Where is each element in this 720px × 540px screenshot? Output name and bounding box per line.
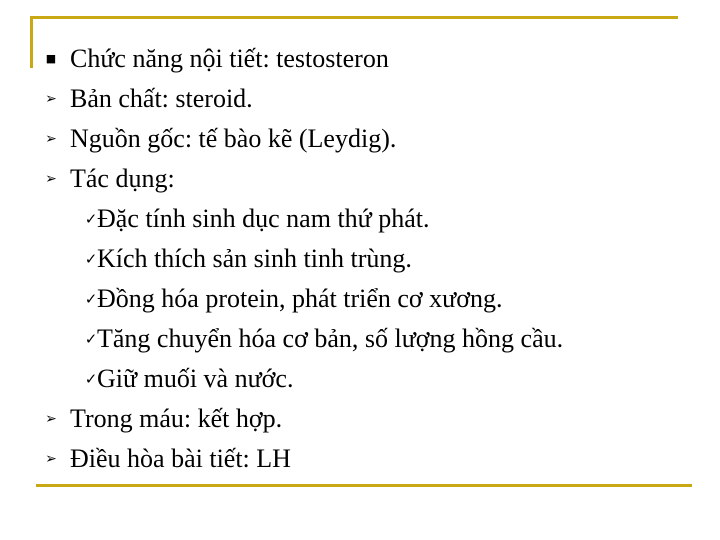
arrow-bullet-icon: ➢ bbox=[45, 171, 57, 187]
sub-list-item bbox=[40, 279, 700, 319]
square-bullet-icon: ■ bbox=[45, 52, 57, 65]
checkmark-bullet-icon: ✓ bbox=[84, 370, 98, 388]
list-item bbox=[40, 439, 700, 479]
arrow-bullet-icon: ➢ bbox=[45, 451, 57, 467]
frame-top-border bbox=[30, 16, 678, 19]
list-item-text: Nguồn gốc: tế bào kẽ (Leydig). bbox=[70, 124, 397, 153]
checkmark-bullet-icon: ✓ bbox=[84, 330, 98, 348]
arrow-bullet-icon: ➢ bbox=[45, 131, 57, 147]
sub-list-item-text: Đồng hóa protein, phát triển cơ xương. bbox=[97, 284, 503, 313]
sub-list-item bbox=[40, 199, 700, 239]
list-item-text: Điều hòa bài tiết: LH bbox=[70, 444, 291, 473]
list-item bbox=[40, 159, 700, 199]
bullet-list bbox=[40, 39, 700, 479]
frame-bottom-border bbox=[36, 484, 692, 487]
checkmark-bullet-icon: ✓ bbox=[84, 210, 98, 228]
sub-list-item-text: Kích thích sản sinh tinh trùng. bbox=[97, 244, 412, 273]
list-item bbox=[40, 79, 700, 119]
list-item bbox=[40, 119, 700, 159]
arrow-bullet-icon: ➢ bbox=[45, 411, 57, 427]
list-item bbox=[40, 39, 700, 79]
list-item-text: Bản chất: steroid. bbox=[70, 84, 253, 113]
sub-list-item bbox=[40, 239, 700, 279]
sub-list-item bbox=[40, 319, 700, 359]
sub-list-item-text: Giữ muối và nước. bbox=[97, 364, 294, 393]
sub-list-item bbox=[40, 359, 700, 399]
sub-list-item-text: Đặc tính sinh dục nam thứ phát. bbox=[97, 204, 430, 233]
list-item bbox=[40, 399, 700, 439]
list-item-text: Trong máu: kết hợp. bbox=[70, 404, 283, 433]
list-item-text: Tác dụng: bbox=[70, 164, 175, 193]
arrow-bullet-icon: ➢ bbox=[45, 91, 57, 107]
frame-left-border bbox=[30, 16, 33, 68]
checkmark-bullet-icon: ✓ bbox=[84, 250, 98, 268]
sub-list-item-text: Tăng chuyển hóa cơ bản, số lượng hồng cầu. bbox=[97, 324, 564, 353]
checkmark-bullet-icon: ✓ bbox=[84, 290, 98, 308]
list-item-text: Chức năng nội tiết: testosteron bbox=[70, 44, 389, 73]
